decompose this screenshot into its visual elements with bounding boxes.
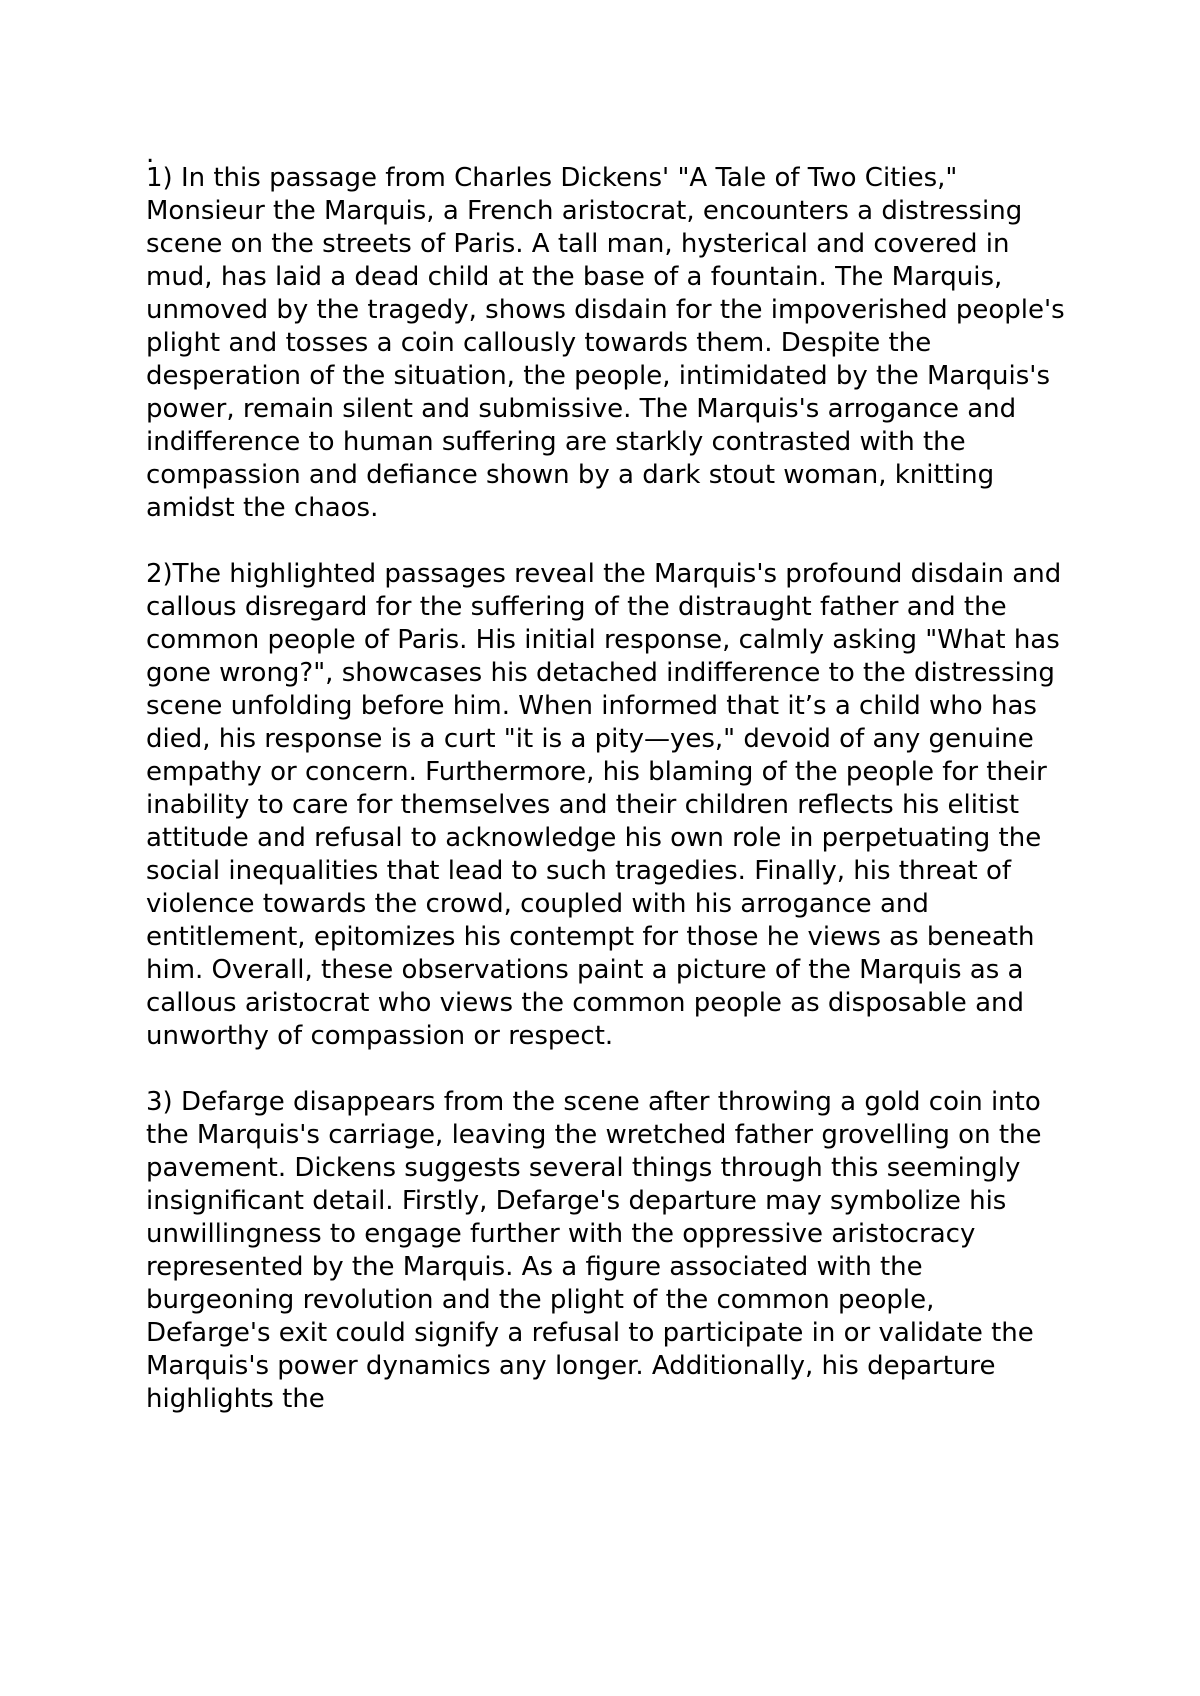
paragraph-1: 1) In this passage from Charles Dickens' "A Tale of Two Cities," Monsieur the Marquis, a French aristocrat, encounters a distressing scene on the streets of Paris. A tall man, hysterical and covered in mud, has laid a dead child at the base of a fountain. The Marquis, unmoved by the tragedy, shows disdain for the impoverished people's plight and tosses a coin callously towards them. Despite the desperation of the situation, the people, intimidated by the Marquis's power, remain silent and submissive. The Marquis's arrogance and indifference to human suffering are starkly contrasted with the compassion and defiance shown by a dark stout woman, knitting amidst the chaos. <box>146 163 1065 523</box>
leading-mark: . <box>146 139 155 169</box>
paragraph-2: 2)The highlighted passages reveal the Marquis's profound disdain and callous disregard for the suffering of the distraught father and the common people of Paris. His initial response, calmly asking "What has gone wrong?", showcases his detached indifference to the distressing scene unfolding before him. When informed that it’s a child who has died, his response is a curt "it is a pity—yes," devoid of any genuine empathy or concern. Furthermore, his blaming of the people for their inability to care for themselves and their children reflects his elitist attitude and refusal to acknowledge his own role in perpetuating the social inequalities that lead to such tragedies. Finally, his threat of violence towards the crowd, coupled with his arrogance and entitlement, epitomizes his contempt for those he views as beneath him. Overall, these observations paint a picture of the Marquis as a callous aristocrat who views the common people as disposable and unworthy of compassion or respect. <box>146 559 1062 1051</box>
document-page <box>146 139 1066 1416</box>
paragraph-3: 3) Defarge disappears from the scene after throwing a gold coin into the Marquis's carriage, leaving the wretched father grovelling on the pavement. Dickens suggests several things through this seemingly insignificant detail. Firstly, Defarge's departure may symbolize his unwillingness to engage further with the oppressive aristocracy represented by the Marquis. As a figure associated with the burgeoning revolution and the plight of the common people, Defarge's exit could signify a refusal to participate in or validate the Marquis's power dynamics any longer. Additionally, his departure highlights the <box>146 1087 1042 1414</box>
